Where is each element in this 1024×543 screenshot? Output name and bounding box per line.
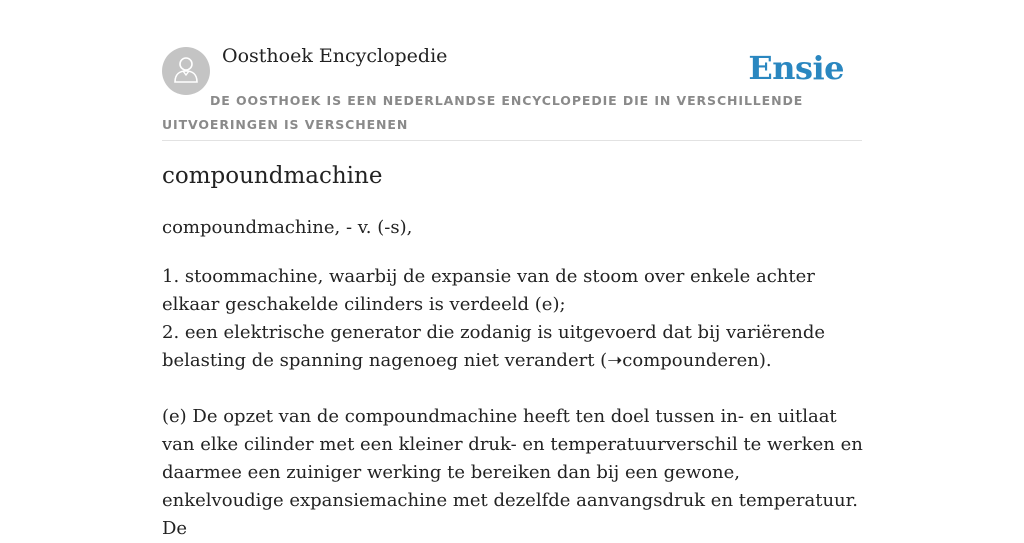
page-title: compoundmachine xyxy=(162,163,383,189)
link-label: compounderen xyxy=(622,350,759,371)
definition-1: 1. stoommachine, waarbij de expansie van de stoom over enkele achter elkaar geschakelde cilinders is verdeeld (e); xyxy=(162,266,815,315)
arrow-right-icon: ➝ xyxy=(607,350,623,371)
page-container xyxy=(162,0,863,539)
article-body xyxy=(162,263,866,543)
paragraph-spacer xyxy=(162,375,866,403)
site-name[interactable]: Oosthoek Encyclopedie xyxy=(222,45,448,67)
user-silhouette-icon xyxy=(171,54,201,88)
article-headword: compoundmachine, - v. (-s), xyxy=(162,217,413,238)
site-header xyxy=(162,0,862,141)
explanatory-note: (e) De opzet van de compoundmachine heeft ten doel tussen in- en uitlaat van elke cilinder met een kleiner druk- en temperatuurverschil te werken en daarmee een zuiniger werking te bereiken dan bij een gewone, enkelvoudige expansiemachine met dezelfde aanvangsdruk en temperatuur. De xyxy=(162,406,863,539)
compounderen-link[interactable] xyxy=(607,350,759,371)
definition-2 xyxy=(162,319,866,375)
avatar[interactable] xyxy=(162,47,210,95)
definition-2-end: ). xyxy=(758,350,772,371)
definition-2-start: 2. een elektrische generator die zodanig is uitgevoerd dat bij variërende belasting de spanning nagenoeg niet verandert ( xyxy=(162,322,826,371)
site-tagline: DE OOSTHOEK IS EEN NEDERLANDSE ENCYCLOPEDIE DIE IN VERSCHILLENDE UITVOERINGEN IS VERSCHENEN xyxy=(162,93,804,132)
site-logo[interactable]: Ensie xyxy=(748,49,844,87)
